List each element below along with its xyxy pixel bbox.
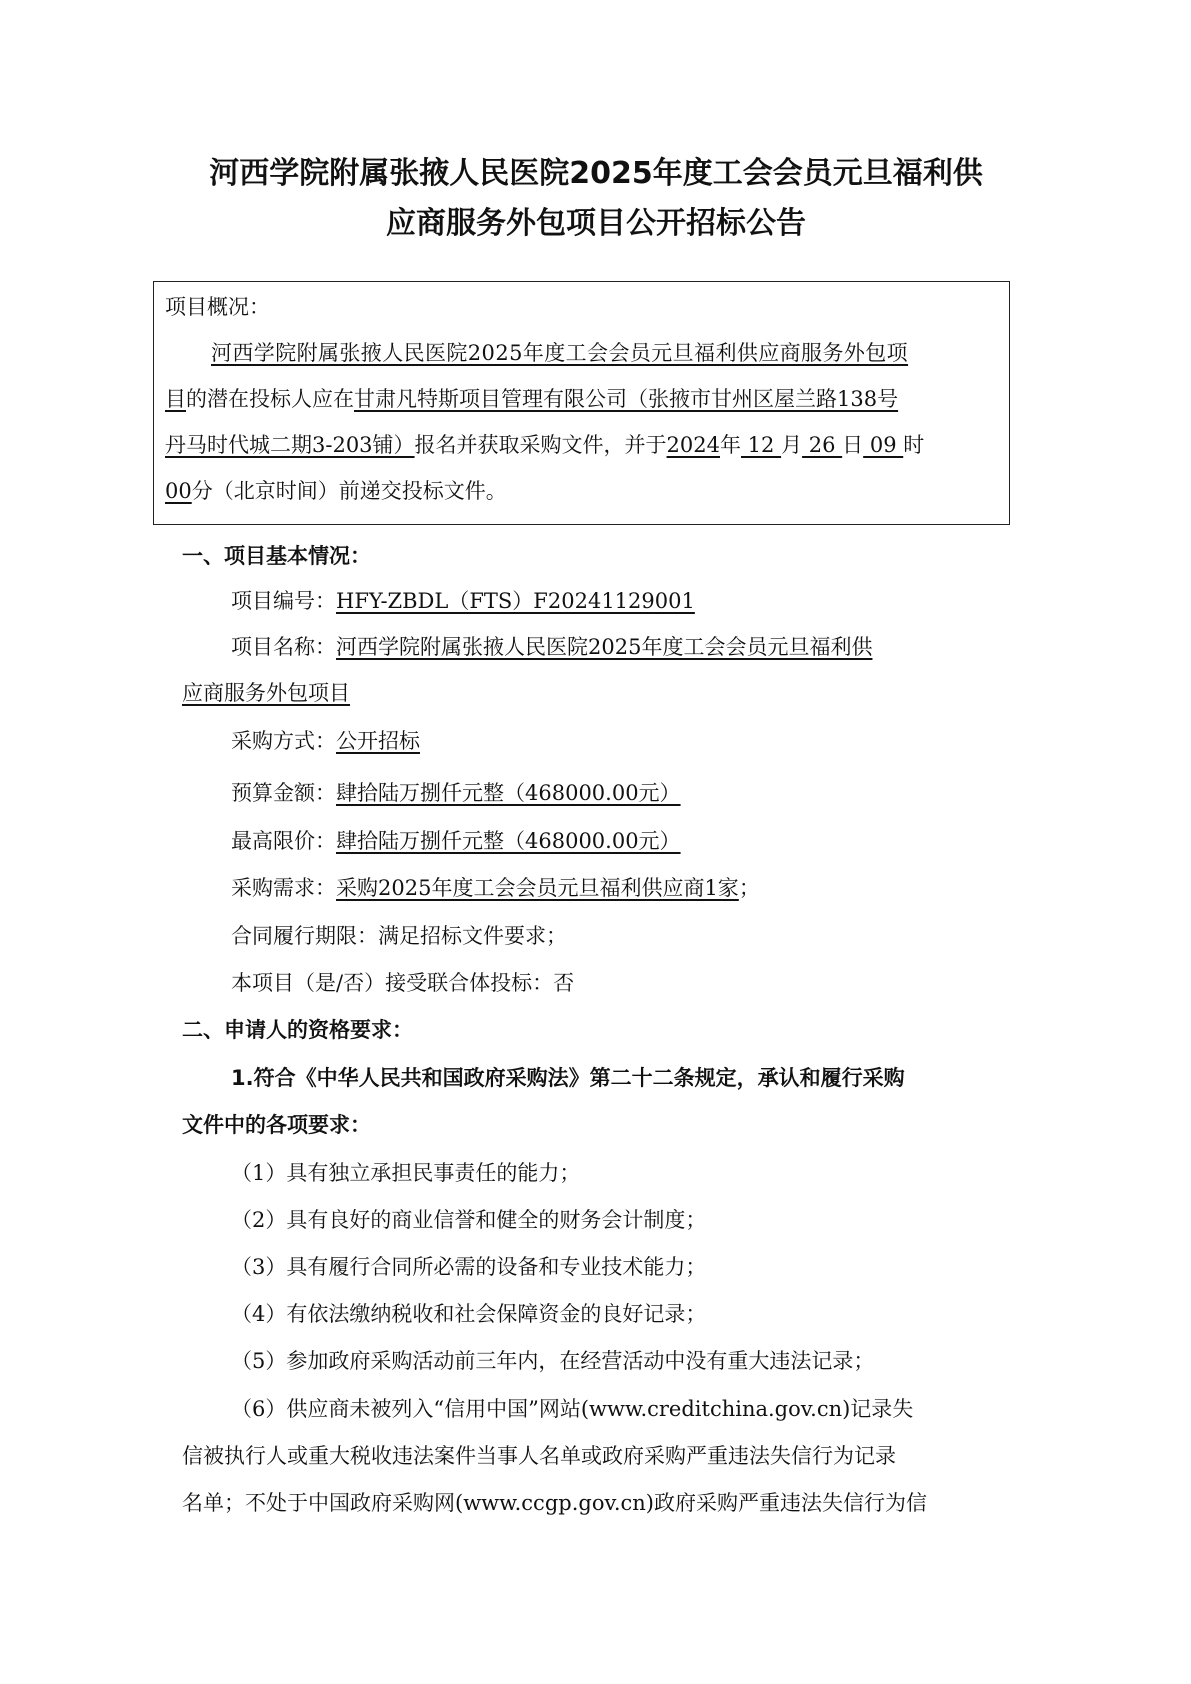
demand-label: 采购需求： [231, 876, 336, 900]
overview-agency-address: 丹马时代城二期3-203铺） [165, 433, 415, 457]
project-name-label: 项目名称： [231, 635, 336, 659]
qualification-item-6-line-3: 名单；不处于中国政府采购网(www.ccgp.gov.cn)政府采购严重违法失信行为信 [182, 1491, 927, 1515]
demand-row [231, 873, 760, 903]
qualification-item-4: （4）有依法缴纳税收和社会保障资金的良好记录； [231, 1302, 707, 1326]
requirement-1-line-1: 1.符合《中华人民共和国政府采购法》第二十二条规定，承认和履行采购 [231, 1066, 905, 1090]
overview-deadline-intro: 报名并获取采购文件，并于 [414, 433, 667, 457]
deadline-hour: 09 [863, 433, 904, 457]
qualification-item-6: （6）供应商未被列入“信用中国”网站(www.creditchina.gov.cn)记录失 [231, 1397, 914, 1421]
deadline-year: 2024 [666, 433, 720, 457]
budget-row [231, 778, 681, 808]
max-price-value: 肆拾陆万捌仟元整（468000.00元） [336, 829, 681, 853]
deadline-month: 12 [741, 433, 782, 457]
procurement-method-label: 采购方式： [231, 729, 336, 753]
deadline-minute: 00 [165, 479, 192, 503]
section-2-heading: 二、申请人的资格要求： [182, 1018, 413, 1042]
qualification-item-6-line-2: 信被执行人或重大税收违法案件当事人名单或政府采购严重违法失信行为记录 [182, 1444, 896, 1468]
overview-project-tail: 目 [165, 387, 186, 411]
deadline-day: 26 [802, 433, 843, 457]
project-name-value-2: 应商服务外包项目 [182, 681, 350, 705]
overview-label: 项目概况： [165, 295, 270, 319]
section-1-heading: 一、项目基本情况： [182, 544, 371, 568]
overview-line-2 [165, 384, 898, 414]
budget-value: 肆拾陆万捌仟元整（468000.00元） [336, 781, 681, 805]
contract-period: 合同履行期限：满足招标文件要求； [231, 924, 567, 948]
document-title-line-1: 河西学院附属张掖人民医院2025年度工会会员元旦福利供 [209, 156, 983, 191]
demand-tail: ； [738, 876, 760, 900]
demand-value: 采购2025年度工会会员元旦福利供应商1家 [336, 876, 739, 900]
overview-deadline-tail: 分（北京时间）前递交投标文件。 [191, 479, 507, 503]
budget-label: 预算金额： [231, 781, 336, 805]
overview-agency: 甘肃凡特斯项目管理有限公司（张掖市甘州区屋兰路138号 [354, 387, 899, 411]
qualification-item-3: （3）具有履行合同所必需的设备和专业技术能力； [231, 1255, 707, 1279]
qualification-item-5: （5）参加政府采购活动前三年内，在经营活动中没有重大违法记录； [231, 1349, 875, 1373]
qualification-item-2: （2）具有良好的商业信誉和健全的财务会计制度； [231, 1208, 707, 1232]
day-suffix: 日 [842, 433, 864, 457]
max-price-label: 最高限价： [231, 829, 336, 853]
requirement-1-line-2: 文件中的各项要求： [182, 1113, 371, 1137]
overview-line-3 [165, 430, 924, 460]
year-suffix: 年 [720, 433, 741, 457]
overview-bidder-text: 的潜在投标人应在 [186, 387, 354, 411]
max-price-row [231, 826, 681, 856]
project-name-row [231, 632, 872, 662]
project-name-value-1: 河西学院附属张掖人民医院2025年度工会会员元旦福利供 [336, 635, 873, 659]
project-number-value: HFY-ZBDL（FTS）F20241129001 [336, 589, 695, 613]
qualification-item-1: （1）具有独立承担民事责任的能力； [231, 1161, 581, 1185]
hour-suffix: 时 [903, 433, 925, 457]
consortium-bid: 本项目（是/否）接受联合体投标：否 [231, 971, 575, 995]
project-number-label: 项目编号： [231, 589, 336, 613]
procurement-method-value: 公开招标 [336, 729, 420, 753]
overview-line-1: 河西学院附属张掖人民医院2025年度工会会员元旦福利供应商服务外包项 [211, 341, 909, 365]
document-title-line-2: 应商服务外包项目公开招标公告 [386, 206, 806, 241]
overview-line-4 [165, 476, 507, 506]
project-number-row [231, 586, 695, 616]
month-suffix: 月 [781, 433, 803, 457]
procurement-method-row [231, 726, 420, 756]
